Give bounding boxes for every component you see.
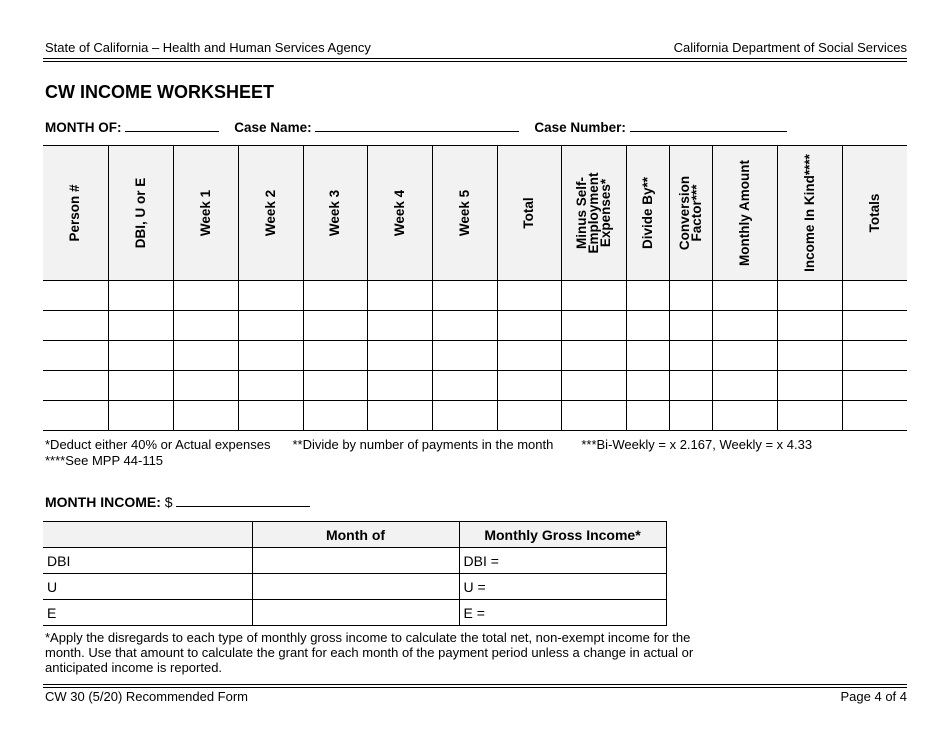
entry-cell[interactable] [669,371,712,401]
entry-cell[interactable] [497,281,561,311]
column-header-line: Income In Kind**** [801,154,817,272]
entry-cell[interactable] [303,281,367,311]
entry-cell[interactable]: E = [459,600,666,626]
entry-cell[interactable] [712,341,777,371]
monthly-table-header: Month of [252,522,459,548]
column-header [497,146,561,281]
column-header [367,146,432,281]
entry-cell[interactable] [173,371,238,401]
entry-cell[interactable] [712,371,777,401]
column-header-label [523,197,535,228]
monthly-gross-income-table [43,521,667,626]
column-header [712,146,777,281]
column-header [43,146,108,281]
entry-cell[interactable] [842,311,907,341]
column-header-label [132,177,148,249]
entry-cell[interactable] [626,281,669,311]
entry-cell[interactable] [238,401,303,431]
monthly-table-header: Monthly Gross Income* [459,522,666,548]
form-fields-row [45,119,787,135]
entry-cell[interactable] [43,371,108,401]
column-header-label [262,189,278,237]
entry-cell[interactable] [432,311,497,341]
form-number: CW 30 (5/20) Recommended Form [45,689,249,704]
case-number-field[interactable] [630,119,787,132]
column-header [669,146,712,281]
month-of-label: MONTH OF: [45,120,122,135]
entry-cell[interactable] [303,341,367,371]
entry-cell[interactable] [108,311,173,341]
case-name-label: Case Name: [234,120,312,135]
column-header-line: Employment [585,172,601,254]
entry-cell[interactable] [173,311,238,341]
income-type-cell: E [43,600,252,626]
entry-cell[interactable] [777,341,842,371]
column-header [626,146,669,281]
footnote-conversion: ***Bi-Weekly = x 2.167, Weekly = x 4.33 [581,437,813,452]
column-header-line: Week 5 [456,189,472,237]
entry-cell[interactable] [842,341,907,371]
column-header-line: Week 1 [197,189,213,237]
entry-cell[interactable] [777,371,842,401]
column-header-line: Monthly Amount [736,160,752,266]
entry-cell[interactable] [497,341,561,371]
entry-cell[interactable] [669,311,712,341]
entry-cell[interactable] [432,401,497,431]
entry-cell[interactable] [43,401,108,431]
footnote-mpp: ****See MPP 44-115 [45,453,164,468]
month-income-field[interactable] [176,494,310,507]
case-number-label: Case Number: [534,120,626,135]
table-row [43,371,907,401]
monthly-table-header [43,522,252,548]
column-header [561,146,626,281]
header-department: California Department of Social Services [673,40,907,55]
column-header-line: Conversion [676,175,692,251]
entry-cell[interactable] [367,281,432,311]
entry-cell[interactable] [108,371,173,401]
month-income-label: MONTH INCOME: [45,494,161,510]
income-worksheet-table [43,145,907,431]
entry-cell[interactable] [842,371,907,401]
entry-cell[interactable] [842,401,907,431]
column-header-label [69,184,81,241]
entry-cell[interactable] [108,401,173,431]
entry-cell[interactable] [626,401,669,431]
footer-rule [43,684,907,688]
column-header-line: Minus Self- [573,176,589,250]
table-row [43,311,907,341]
column-header-label [329,190,341,236]
entry-cell[interactable] [367,341,432,371]
page-number: Page 4 of 4 [840,689,907,704]
income-type-cell: U [43,574,252,600]
entry-cell[interactable] [669,281,712,311]
entry-cell[interactable] [238,371,303,401]
entry-cell[interactable] [497,311,561,341]
footnote-deduct: *Deduct either 40% or Actual expenses [45,437,271,452]
entry-cell[interactable] [303,371,367,401]
column-header-line: Week 4 [391,189,407,237]
entry-cell[interactable] [108,281,173,311]
entry-cell[interactable] [367,311,432,341]
entry-cell[interactable] [43,281,108,311]
column-header-label [391,189,407,237]
column-header-label [197,189,213,237]
entry-cell[interactable] [432,281,497,311]
column-header-label [866,193,882,233]
currency-symbol: $ [164,494,173,510]
column-header [173,146,238,281]
entry-cell[interactable]: DBI = [459,548,666,574]
entry-cell[interactable] [777,281,842,311]
column-header [842,146,907,281]
entry-cell[interactable] [712,401,777,431]
entry-cell[interactable] [626,371,669,401]
case-name-field[interactable] [315,119,519,132]
column-header-line: Week 2 [262,189,278,237]
entry-cell[interactable] [561,371,626,401]
table-row [43,341,907,371]
entry-cell[interactable] [561,401,626,431]
column-header-line: Divide By** [639,176,655,250]
entry-cell[interactable]: U = [459,574,666,600]
column-header-line: Expenses* [597,178,613,248]
entry-cell[interactable] [367,401,432,431]
entry-cell[interactable] [43,311,108,341]
column-header [108,146,173,281]
table-row [43,600,666,626]
entry-cell[interactable] [561,341,626,371]
header-rule [43,58,907,62]
entry-cell[interactable] [252,548,459,574]
column-header-line: Person # [67,184,83,242]
table-row [43,548,666,574]
column-header-label [676,175,704,251]
entry-cell[interactable] [626,341,669,371]
entry-cell[interactable] [669,401,712,431]
entry-cell[interactable] [497,401,561,431]
entry-cell[interactable] [173,341,238,371]
column-header [303,146,367,281]
table-row [43,574,666,600]
column-header-label [573,172,613,254]
entry-cell[interactable] [238,281,303,311]
entry-cell[interactable] [561,281,626,311]
header-agency: State of California – Health and Human Services Agency [45,40,371,55]
entry-cell[interactable] [777,311,842,341]
entry-cell[interactable] [842,281,907,311]
entry-cell[interactable] [108,341,173,371]
column-header-label [801,154,817,272]
entry-cell[interactable] [712,311,777,341]
footnote-divide: **Divide by number of payments in the month [292,437,554,452]
column-header-line: Totals [866,193,882,233]
column-header [238,146,303,281]
entry-cell[interactable] [432,371,497,401]
income-type-cell: DBI [43,548,252,574]
entry-cell[interactable] [432,341,497,371]
entry-cell[interactable] [669,341,712,371]
column-header-line: Total [521,197,536,229]
entry-cell[interactable] [303,311,367,341]
column-header-line: DBI, U or E [132,177,148,249]
entry-cell[interactable] [252,574,459,600]
month-of-field[interactable] [125,119,219,132]
entry-cell[interactable] [303,401,367,431]
column-header [432,146,497,281]
worksheet-footnotes [45,437,812,469]
column-header-line: Week 3 [327,189,342,237]
column-header-label [456,189,472,237]
table-row [43,401,907,431]
entry-cell[interactable] [712,281,777,311]
entry-cell[interactable] [173,401,238,431]
entry-cell[interactable] [173,281,238,311]
entry-cell[interactable] [252,600,459,626]
column-header-label [736,160,752,266]
entry-cell[interactable] [777,401,842,431]
entry-cell[interactable] [561,311,626,341]
entry-cell[interactable] [497,371,561,401]
entry-cell[interactable] [626,311,669,341]
month-income-row [45,494,310,510]
column-header-line: Factor*** [688,184,704,242]
page-title: CW INCOME WORKSHEET [45,82,274,102]
table-row [43,281,907,311]
entry-cell[interactable] [238,311,303,341]
disregards-note: *Apply the disregards to each type of monthly gross income to calculate the total net, non-exempt income for the month. Use that amount to calculate the grant for each month of the payment period unless a change in actual or anticipated income is reported. [45,630,694,675]
column-header [777,146,842,281]
column-header-label [639,176,655,250]
entry-cell[interactable] [43,341,108,371]
entry-cell[interactable] [238,341,303,371]
entry-cell[interactable] [367,371,432,401]
